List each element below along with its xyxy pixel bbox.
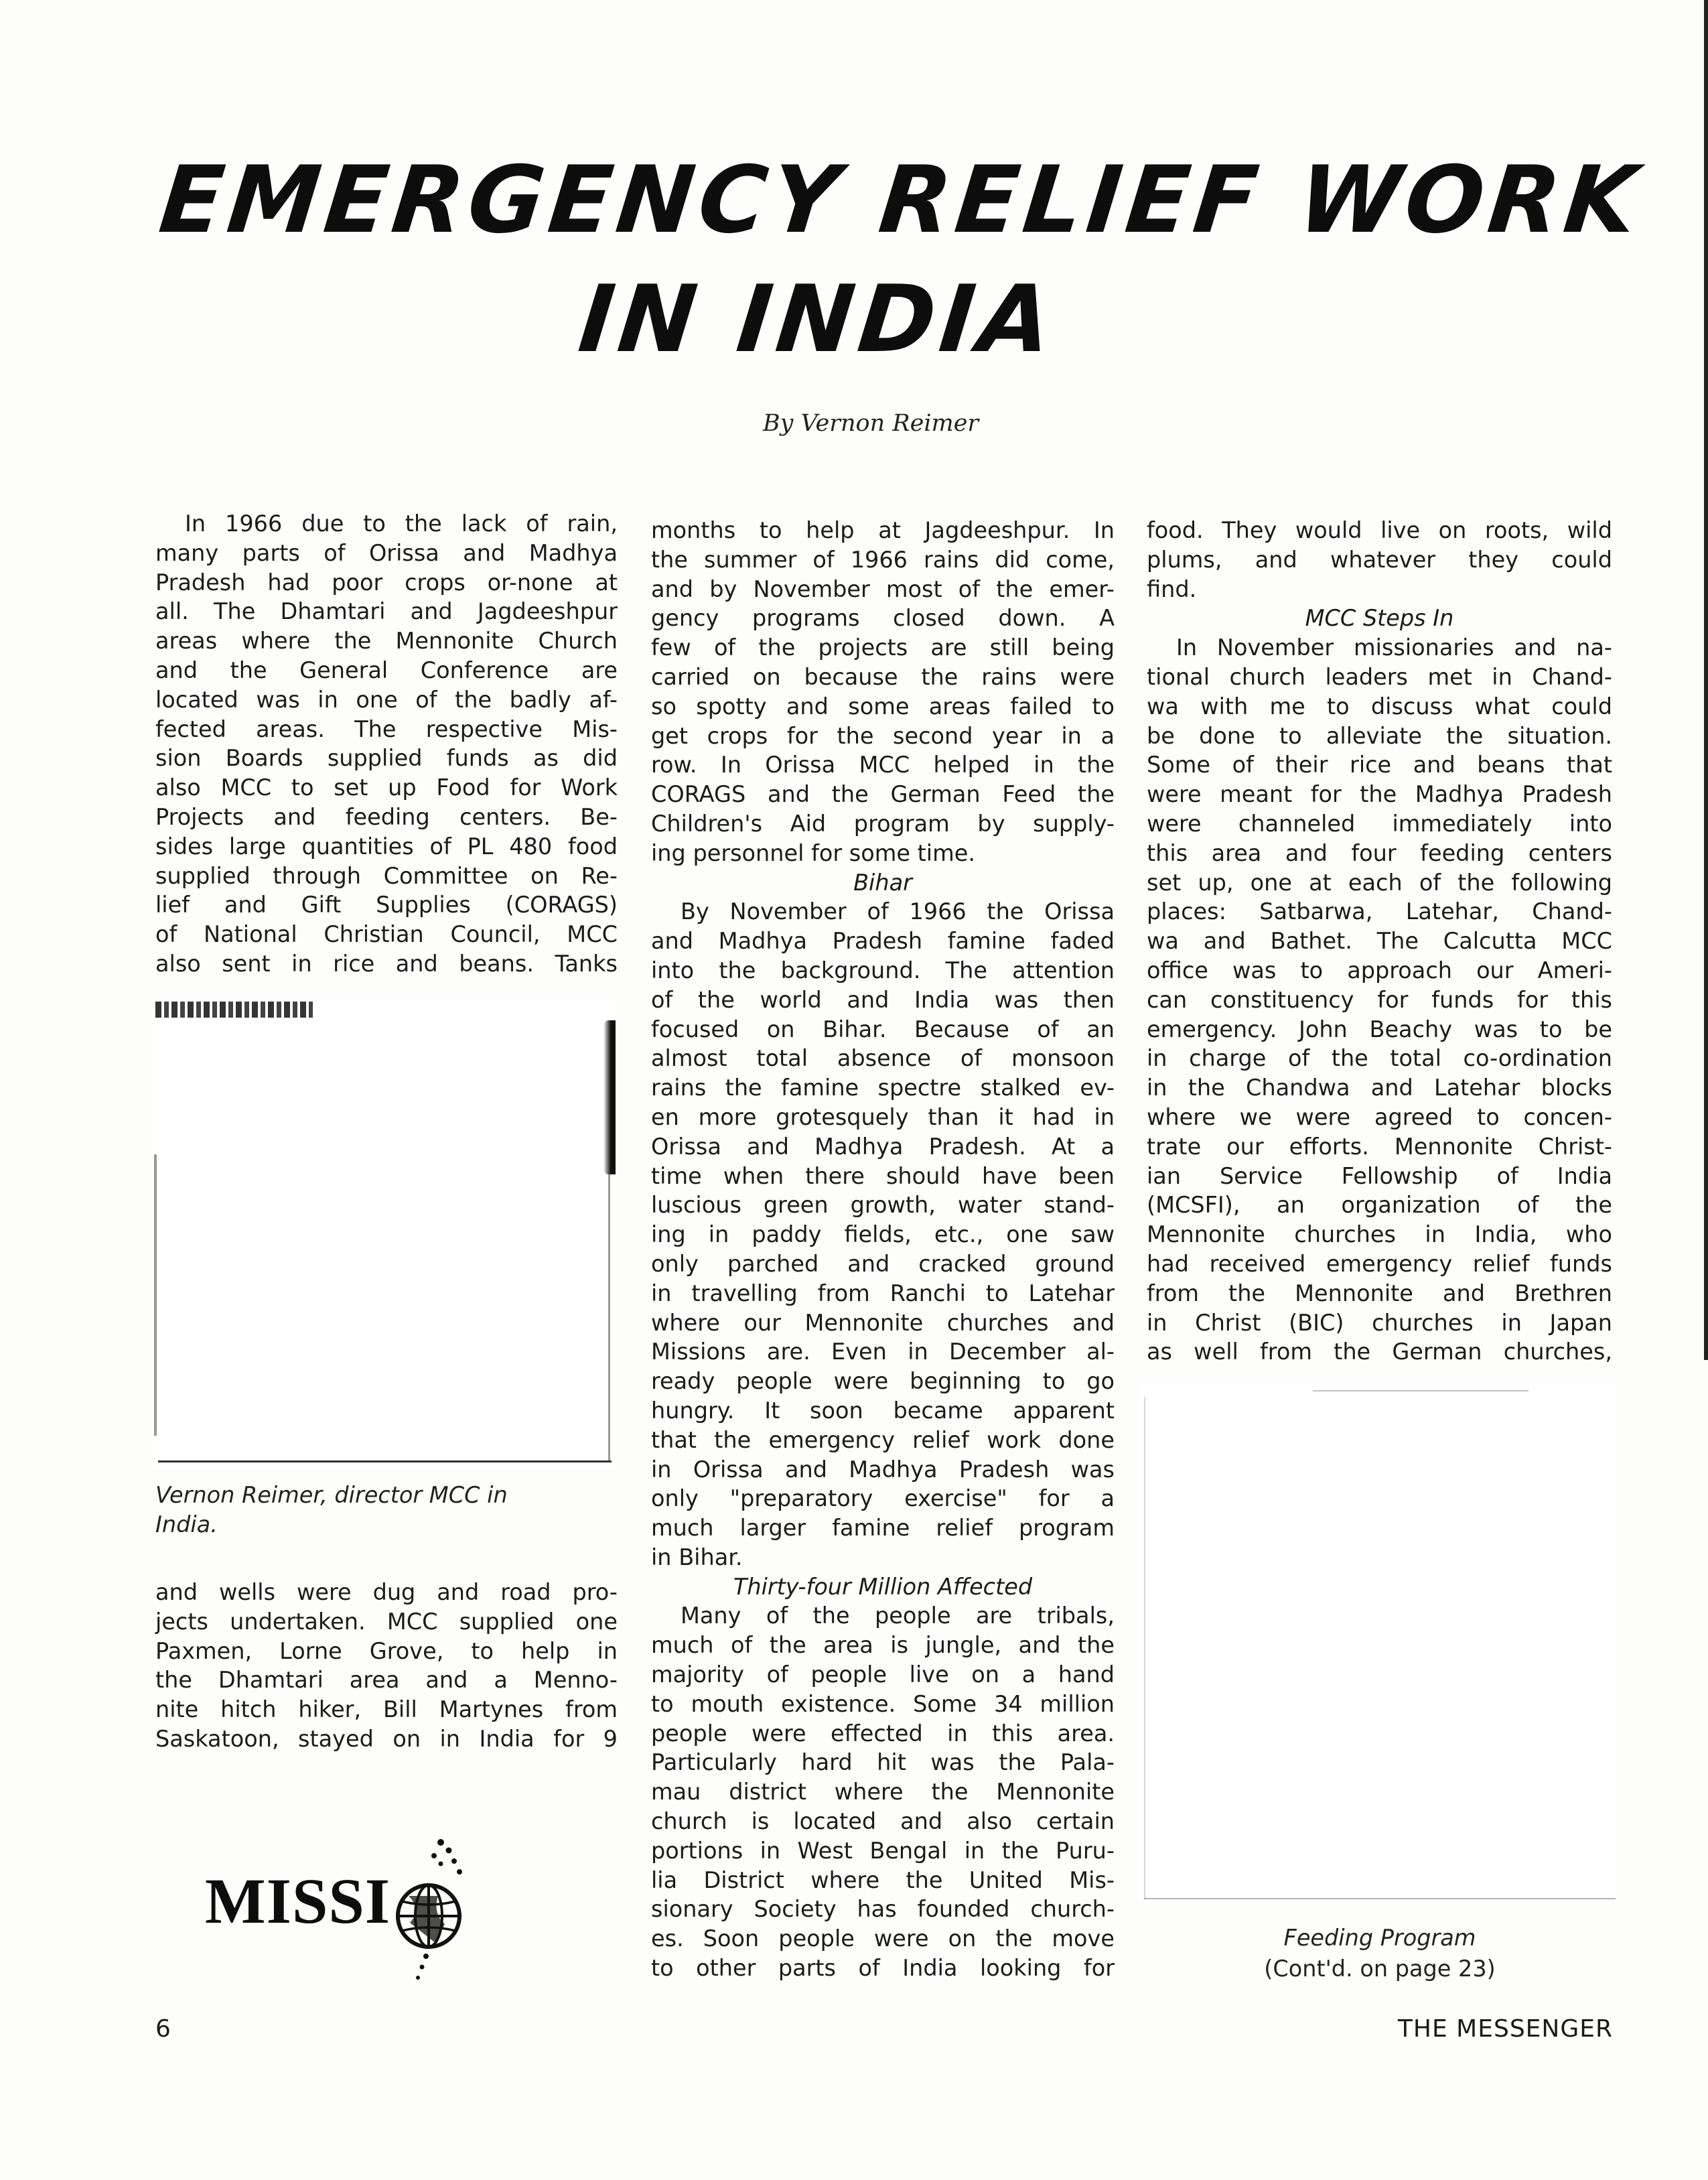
text-line: much of the area is jungle, and the (651, 1632, 1115, 1659)
text-line: can constituency for funds for this (1147, 986, 1612, 1013)
text-line: luscious green growth, water stand- (651, 1192, 1115, 1219)
photo-right-rule (608, 1174, 610, 1462)
text-line: almost total absence of monsoon (651, 1045, 1115, 1072)
text-line: (MCSFI), an organization of the (1147, 1192, 1612, 1219)
text-line: trate our efforts. Mennonite Christ- (1147, 1133, 1612, 1160)
photo-bottom-rule (158, 1460, 612, 1462)
text-line: Paxmen, Lorne Grove, to help in (155, 1637, 618, 1664)
text-line: in the Chandwa and Latehar blocks (1147, 1075, 1612, 1101)
text-line: focused on Bihar. Because of an (651, 1016, 1115, 1042)
text-line: row. In Orissa MCC helped in the (651, 752, 1115, 778)
text-line: hungry. It soon became apparent (651, 1397, 1115, 1424)
text-line: CORAGS and the German Feed the (651, 781, 1115, 808)
text-line: and Madhya Pradesh famine faded (651, 928, 1115, 955)
photo-top-rule (1313, 1390, 1528, 1391)
text-line: office was to approach our Ameri- (1147, 957, 1612, 983)
text-line: nite hitch hiker, Bill Martynes from (155, 1696, 618, 1723)
text-line: also sent in rice and beans. Tanks (155, 950, 618, 977)
text-line: Saskatoon, stayed on in India for 9 (155, 1725, 618, 1752)
text-line: had received emergency relief funds (1147, 1250, 1612, 1277)
text-line: located was in one of the badly af- (155, 686, 618, 713)
text-line: only "preparatory exercise" for a (651, 1485, 1115, 1512)
text-line: Pradesh had poor crops or-none at (155, 569, 618, 596)
text-line: rains the famine spectre stalked ev- (651, 1075, 1115, 1101)
text-line: people were effected in this area. (651, 1720, 1115, 1747)
portrait-photo (151, 1000, 616, 1469)
text-line: gency programs closed down. A (651, 605, 1115, 632)
text-line: Projects and feeding centers. Be- (155, 803, 618, 830)
text-line: jects undertaken. MCC supplied one (155, 1608, 618, 1635)
continued-note: (Cont'd. on page 23) (1264, 1956, 1496, 1982)
photo-foliage-strip (155, 1002, 313, 1018)
text-line: lia District where the United Mis- (651, 1866, 1115, 1893)
text-line: ready people were beginning to go (651, 1368, 1115, 1395)
text-line: Mennonite churches in India, who (1147, 1221, 1612, 1248)
column-2 (651, 516, 1115, 1983)
text-line: in charge of the total co-ordination (1147, 1045, 1612, 1072)
text-line: By November of 1966 the Orissa (681, 898, 1115, 925)
text-line: find. (1147, 575, 1197, 602)
byline: By Vernon Reimer (762, 410, 979, 437)
text-line: fected areas. The respective Mis- (155, 716, 618, 742)
text-line: food. They would live on roots, wild (1147, 517, 1612, 543)
text-line: sion Boards supplied funds as did (155, 745, 618, 772)
text-line: tional church leaders met in Chand- (1147, 663, 1612, 690)
text-line: time when there should have been (651, 1162, 1115, 1189)
text-line: en more grotesquely than it had in (651, 1103, 1115, 1130)
text-line: Missions are. Even in December al- (651, 1339, 1115, 1365)
text-line: portions in West Bengal in the Puru- (651, 1837, 1115, 1864)
text-line: where our Mennonite churches and (651, 1309, 1115, 1336)
text-line: lief and Gift Supplies (CORAGS) (155, 892, 618, 918)
text-line: and the General Conference are (155, 657, 618, 683)
text-line: in travelling from Ranchi to Latehar (651, 1280, 1115, 1306)
caption-line: Vernon Reimer, director MCC in (155, 1482, 508, 1508)
text-line: the Dhamtari area and a Menno- (155, 1667, 618, 1694)
title-line-1: EMERGENCY RELIEF WORK (154, 146, 1647, 254)
photo-caption-2 (1179, 1923, 1581, 1984)
text-line: Some of their rice and beans that (1147, 752, 1612, 778)
text-line: were channeled immediately into (1147, 810, 1612, 837)
text-line: wa with me to discuss what could (1147, 693, 1612, 720)
text-line: be done to alleviate the situation. (1147, 722, 1612, 749)
photo-left-rule (154, 1154, 157, 1436)
globe-icon (205, 1822, 486, 1983)
logo-wordmark: MISSI (205, 1865, 391, 1937)
mission-logo (205, 1822, 486, 1983)
text-line: in Orissa and Madhya Pradesh was (651, 1456, 1115, 1483)
text-line: to mouth existence. Some 34 million (651, 1690, 1115, 1717)
subheading-mcc-steps-in: MCC Steps In (1305, 605, 1454, 632)
text-line: as well from the German churches, (1147, 1339, 1612, 1365)
text-line: mau district where the Mennonite (651, 1779, 1115, 1806)
text-line: ian Service Fellowship of India (1147, 1162, 1612, 1189)
text-line: many parts of Orissa and Madhya (155, 539, 618, 566)
text-line: were meant for the Madhya Pradesh (1147, 781, 1612, 808)
text-line: of National Christian Council, MCC (155, 921, 618, 948)
text-line: areas where the Mennonite Church (155, 628, 618, 655)
photo-dark-edge (603, 1020, 616, 1174)
column-1-bottom (155, 1578, 618, 1754)
text-line: to other parts of India looking for (651, 1955, 1115, 1982)
text-line: this area and four feeding centers (1147, 839, 1612, 866)
text-line: Children's Aid program by supply- (651, 810, 1115, 837)
text-line: sionary Society has founded church- (651, 1896, 1115, 1923)
text-line: carried on because the rains were (651, 663, 1115, 690)
text-line: in Christ (BIC) churches in Japan (1147, 1309, 1612, 1336)
photo-bottom-rule (1144, 1898, 1616, 1899)
feeding-program-photo (1139, 1383, 1616, 1899)
text-line: get crops for the second year in a (651, 722, 1115, 749)
text-line: ing in paddy fields, etc., one saw (651, 1221, 1115, 1248)
text-line: sides large quantities of PL 480 food (155, 833, 618, 860)
text-line: supplied through Committee on Re- (155, 862, 618, 889)
text-line: few of the projects are still being (651, 634, 1115, 661)
caption-line: India. (155, 1511, 218, 1538)
text-line: places: Satbarwa, Latehar, Chand- (1147, 898, 1612, 925)
publication-name: THE MESSENGER (1397, 2015, 1613, 2043)
column-3 (1147, 516, 1612, 1367)
text-line: all. The Dhamtari and Jagdeeshpur (155, 598, 618, 625)
text-line: that the emergency relief work done (651, 1426, 1115, 1453)
text-line: from the Mennonite and Brethren (1147, 1280, 1612, 1306)
text-line: Orissa and Madhya Pradesh. At a (651, 1133, 1115, 1160)
text-line: emergency. John Beachy was to be (1147, 1016, 1612, 1042)
page-edge-shadow (1704, 0, 1708, 1360)
page-number: 6 (155, 2015, 171, 2043)
subheading-bihar: Bihar (853, 869, 912, 896)
column-1-top (155, 509, 618, 979)
photo-caption-1 (155, 1481, 618, 1540)
subheading-thirty-four-million: Thirty-four Million Affected (733, 1573, 1033, 1600)
text-line: In 1966 due to the lack of rain, (185, 510, 618, 537)
text-line: in Bihar. (651, 1544, 743, 1570)
text-line: where we were agreed to concen- (1147, 1103, 1612, 1130)
text-line: so spotty and some areas failed to (651, 693, 1115, 720)
caption-title: Feeding Program (1283, 1925, 1476, 1951)
text-line: months to help at Jagdeeshpur. In (651, 517, 1115, 543)
text-line: much larger famine relief program (651, 1515, 1115, 1542)
text-line: majority of people live on a hand (651, 1661, 1115, 1688)
text-line: ing personnel for some time. (651, 839, 975, 866)
text-line: and wells were dug and road pro- (155, 1579, 618, 1605)
text-line: of the world and India was then (651, 986, 1115, 1013)
text-line: es. Soon people were on the move (651, 1925, 1115, 1952)
text-line: Particularly hard hit was the Pala- (651, 1749, 1115, 1776)
photo-left-rule (1144, 1397, 1145, 1899)
text-line: church is located and also certain (651, 1808, 1115, 1835)
text-line: into the background. The attention (651, 957, 1115, 983)
text-line: set up, one at each of the following (1147, 869, 1612, 896)
text-line: only parched and cracked ground (651, 1250, 1115, 1277)
article-title (141, 141, 1647, 379)
text-line: plums, and whatever they could (1147, 546, 1612, 573)
text-line: the summer of 1966 rains did come, (651, 546, 1115, 573)
text-line: also MCC to set up Food for Work (155, 774, 618, 801)
title-line-2: IN INDIA (574, 265, 1062, 373)
text-line: wa and Bathet. The Calcutta MCC (1147, 928, 1612, 955)
text-line: In November missionaries and na- (1176, 634, 1612, 661)
text-line: Many of the people are tribals, (681, 1603, 1115, 1629)
text-line: and by November most of the emer- (651, 575, 1115, 602)
